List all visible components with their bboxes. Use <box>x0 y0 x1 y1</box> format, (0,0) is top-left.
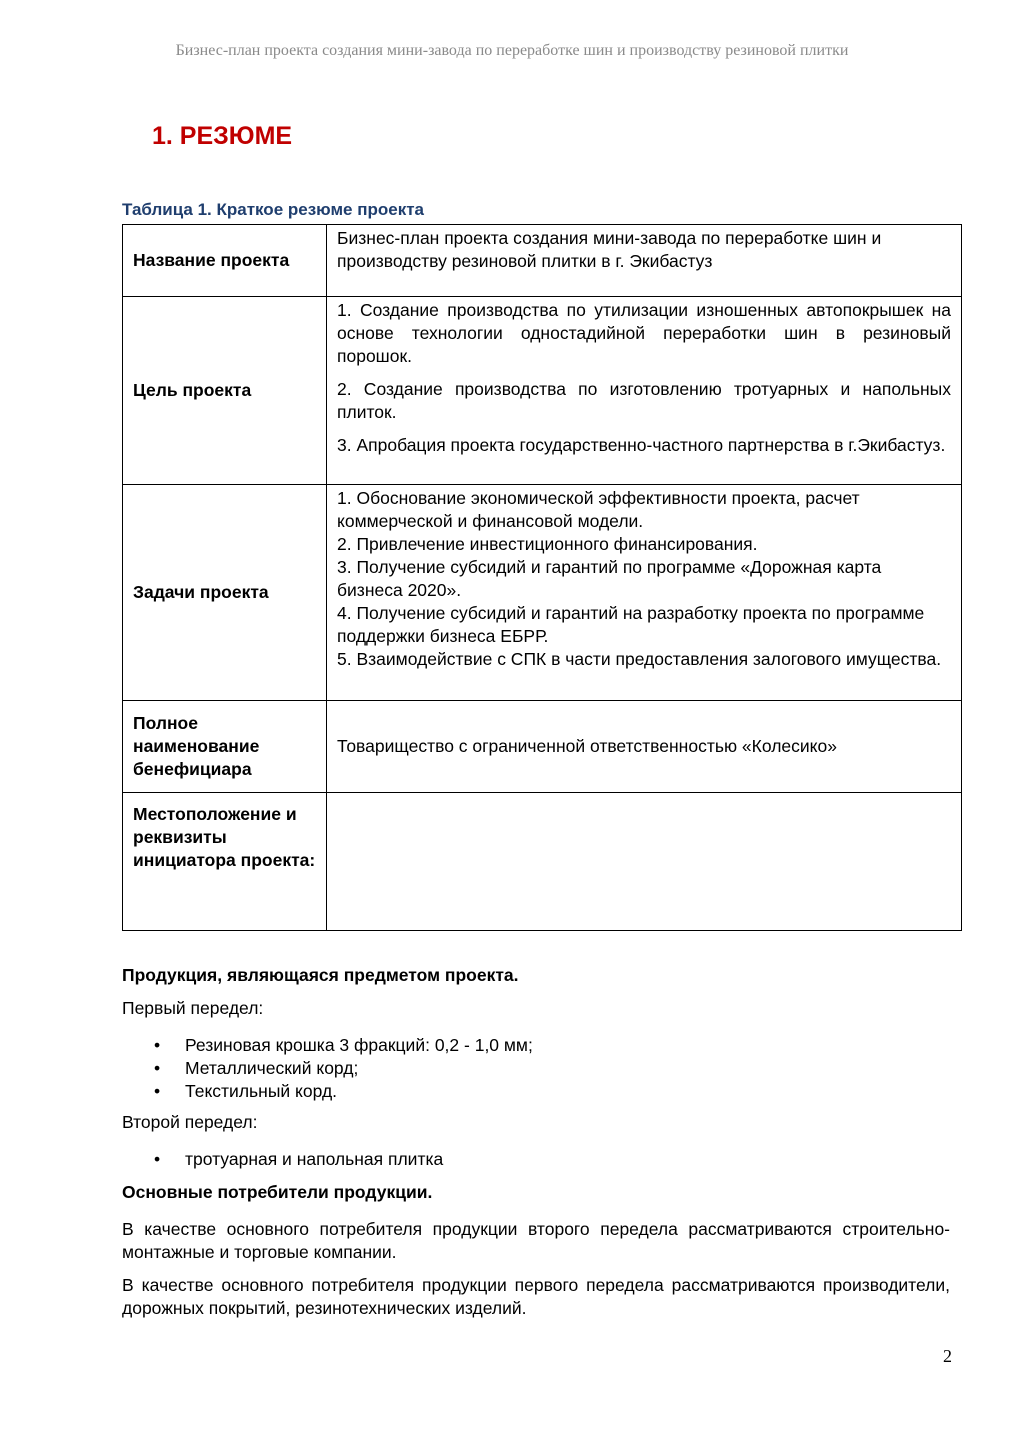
table-row <box>123 485 962 701</box>
first-stage-list <box>122 1034 950 1103</box>
page-number: 2 <box>943 1346 952 1366</box>
row-label: Полное наименование бенефициара <box>123 701 327 793</box>
row-value <box>327 297 962 485</box>
bullet-icon: • <box>154 1081 161 1101</box>
value-paragraph: 1. Создание производства по утилизации изношенных автопокрышек на основе технологии одностадийной переработки шин в резиновый порошок. <box>337 300 951 366</box>
value-paragraph: Бизнес-план проекта создания мини-завода по переработке шин и производству резиновой плитки в г. Экибастуз <box>337 228 882 271</box>
list-item: • Текстильный корд. <box>154 1081 338 1101</box>
bullet-icon: • <box>154 1058 161 1078</box>
table-row <box>123 297 962 485</box>
second-stage-list <box>122 1148 950 1171</box>
bullet-icon: • <box>154 1035 161 1055</box>
value-paragraph: 2. Создание производства по изготовлению тротуарных и напольных плиток. <box>337 379 951 422</box>
row-value-empty <box>327 793 962 931</box>
list-item: • Резиновая крошка 3 фракций: 0,2 - 1,0 мм; <box>154 1035 533 1055</box>
first-stage-label: Первый передел: <box>122 998 264 1018</box>
row-label: Цель проекта <box>123 297 327 485</box>
products-section <box>122 964 950 1330</box>
value-paragraph: 3. Апробация проекта государственно-частного партнерства в г.Экибастуз. <box>337 435 946 455</box>
summary-table <box>122 224 962 931</box>
value-paragraph: 5. Взаимодействие с СПК в части предоставления залогового имущества. <box>337 649 942 669</box>
products-heading: Продукция, являющаяся предметом проекта. <box>122 965 519 985</box>
section-title: 1. РЕЗЮМЕ <box>152 122 293 150</box>
value-paragraph: 4. Получение субсидий и гарантий на разработку проекта по программе поддержки бизнеса ЕБРР. <box>337 603 925 646</box>
second-stage-label: Второй передел: <box>122 1112 258 1132</box>
row-label: Задачи проекта <box>123 485 327 701</box>
page-header: Бизнес-план проекта создания мини-завода по переработке шин и производству резиновой плитки <box>175 42 849 59</box>
table-caption: Таблица 1. Краткое резюме проекта <box>122 200 424 219</box>
row-label: Название проекта <box>123 225 327 297</box>
row-value <box>327 701 962 793</box>
consumers-paragraph: В качестве основного потребителя продукции второго передела рассматриваются строительно-монтажные и торговые компании. <box>122 1219 950 1262</box>
table-row <box>123 793 962 931</box>
value-paragraph: 2. Привлечение инвестиционного финансирования. <box>337 534 758 554</box>
list-item: • Металлический корд; <box>154 1058 359 1078</box>
row-label: Местоположение и реквизиты инициатора проекта: <box>123 793 327 931</box>
value-paragraph: 1. Обоснование экономической эффективности проекта, расчет коммерческой и финансовой модели. <box>337 488 860 531</box>
table-row <box>123 225 962 297</box>
list-item: • тротуарная и напольная плитка <box>154 1149 444 1169</box>
consumers-paragraph: В качестве основного потребителя продукции первого передела рассматриваются производители, дорожных покрытий, резинотехнических изделий. <box>122 1275 950 1318</box>
bullet-icon: • <box>154 1149 161 1169</box>
value-paragraph: 3. Получение субсидий и гарантий по программе «Дорожная карта бизнеса 2020». <box>337 557 882 600</box>
row-value <box>327 485 962 701</box>
consumers-heading: Основные потребители продукции. <box>122 1182 433 1202</box>
table-row <box>123 701 962 793</box>
row-value <box>327 225 962 297</box>
value-paragraph: Товарищество с ограниченной ответственностью «Колесико» <box>337 736 837 756</box>
